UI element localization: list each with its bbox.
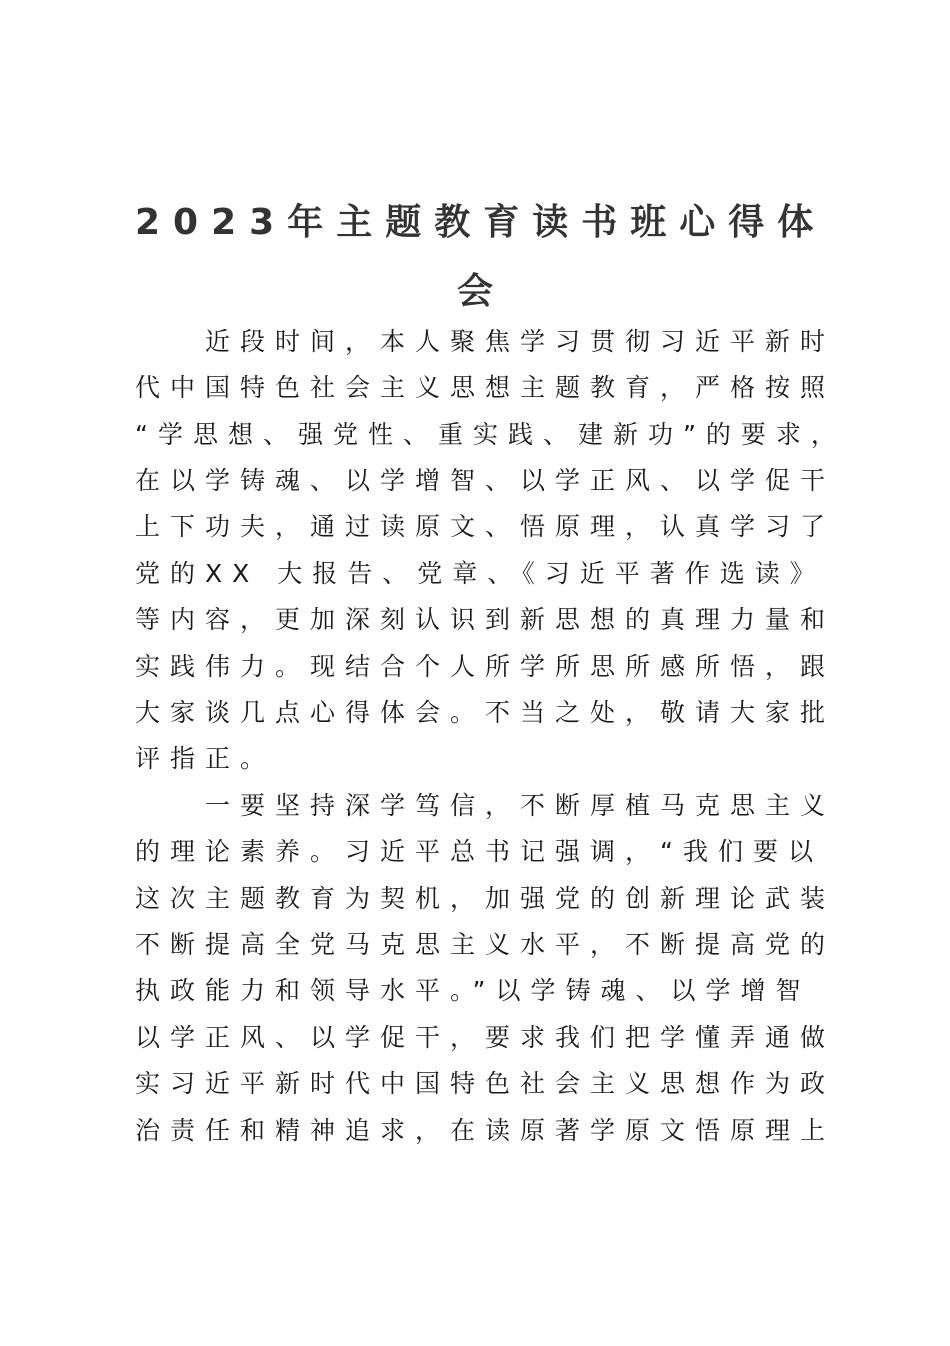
body-line: 上下功夫，通过读原文、悟原理，认真学习了 bbox=[135, 512, 836, 541]
document-title-line-1: 2023年主题教育读书班心得体 bbox=[135, 202, 827, 243]
body-line: “学思想、强党性、重实践、建新功”的要求， bbox=[135, 420, 846, 449]
body-line: 以学正风、以学促干，要求我们把学懂弄通做 bbox=[135, 1023, 836, 1052]
body-line: 党的XX 大报告、党章、《习近平著作选读》 bbox=[135, 559, 825, 588]
body-line: 实践伟力。现结合个人所学所思所感所悟，跟 bbox=[135, 652, 836, 681]
body-line: 的理论素养。习近平总书记强调，“我们要以 bbox=[135, 837, 823, 866]
document-title-line-2: 会 bbox=[456, 271, 493, 312]
body-line: 评指正。 bbox=[135, 744, 276, 773]
body-line: 这次主题教育为契机，加强党的创新理论武装 bbox=[135, 884, 836, 913]
body-line: 治责任和精神追求，在读原著学原文悟原理上 bbox=[135, 1116, 836, 1145]
body-line: 执政能力和领导水平。”以学铸魂、以学增智 bbox=[135, 976, 811, 1005]
body-line: 大家谈几点心得体会。不当之处，敬请大家批 bbox=[135, 698, 836, 727]
body-line: 不断提高全党马克思主义水平，不断提高党的 bbox=[135, 930, 836, 959]
body-line: 代中国特色社会主义思想主题教育，严格按照 bbox=[135, 373, 836, 402]
body-line: 近段时间，本人聚焦学习贯彻习近平新时 bbox=[205, 327, 836, 356]
body-line: 一要坚持深学笃信，不断厚植马克思主义 bbox=[205, 791, 836, 820]
body-line: 等内容，更加深刻认识到新思想的真理力量和 bbox=[135, 605, 836, 634]
body-line: 实习近平新时代中国特色社会主义思想作为政 bbox=[135, 1069, 836, 1098]
body-line: 在以学铸魂、以学增智、以学正风、以学促干 bbox=[135, 466, 836, 495]
